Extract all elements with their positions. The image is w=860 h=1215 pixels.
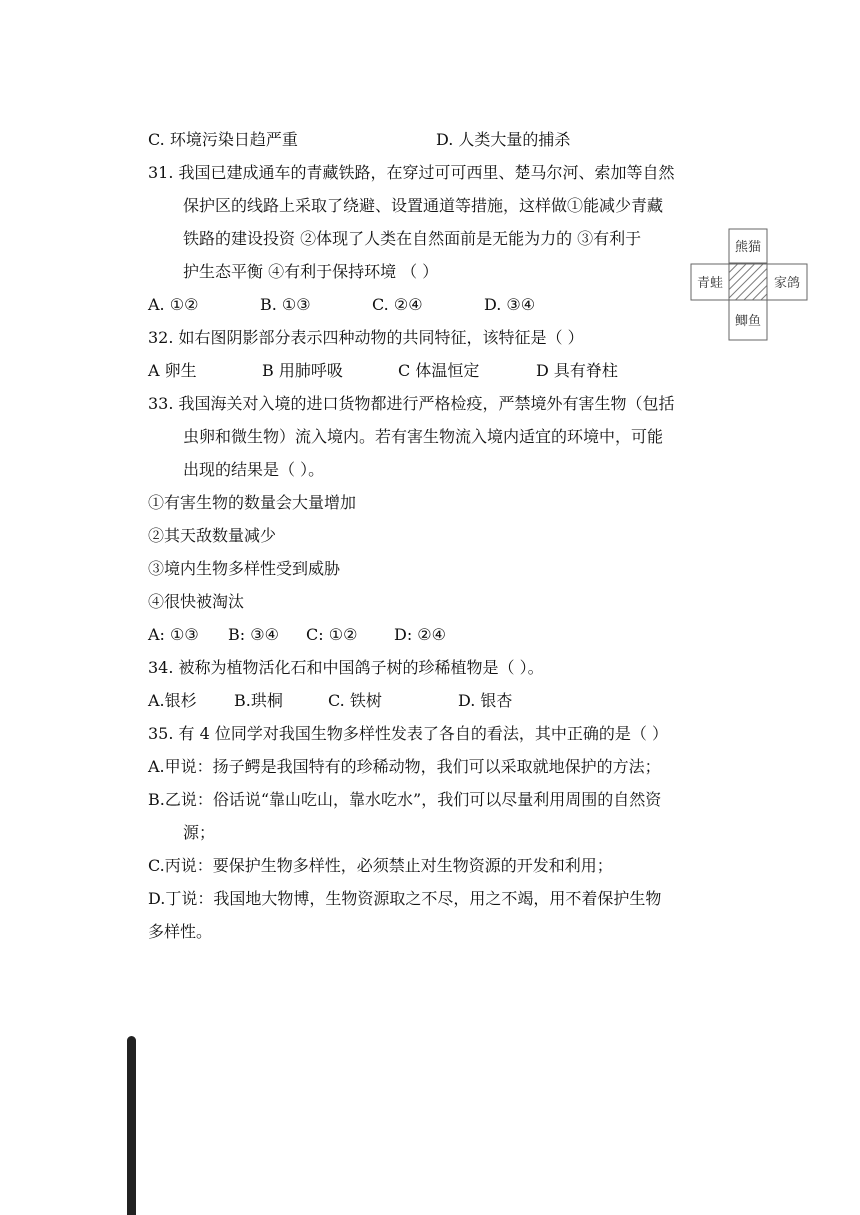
- q34-stem: 34. 被称为植物活化石和中国鸽子树的珍稀植物是（ ）。: [148, 658, 544, 677]
- q35-option-d-line2: 多样性。: [148, 922, 213, 941]
- q31-stem-line1: 31. 我国已建成通车的青藏铁路，在穿过可可西里、楚马尔河、索加等自然: [148, 163, 675, 182]
- q31-option-a: A. ①②: [148, 295, 199, 314]
- q35-option-b-line1: B.乙说：俗话说“靠山吃山，靠水吃水”，我们可以尽量利用周围的自然资: [148, 790, 662, 809]
- q33-option-d: D: ②④: [394, 625, 446, 644]
- q31-option-b: B. ①③: [260, 295, 311, 314]
- q31-option-c: C. ②④: [372, 295, 423, 314]
- q33-stem-line1: 33. 我国海关对入境的进口货物都进行严格检疫，严禁境外有害生物（包括: [148, 394, 675, 413]
- q35-option-c: C.丙说：要保护生物多样性，必须禁止对生物资源的开发和利用；: [148, 856, 613, 875]
- diagram-label-bottom: 鲫鱼: [734, 314, 762, 329]
- q35-option-d-line1: D.丁说：我国地大物博，生物资源取之不尽，用之不竭，用不着保护生物: [148, 889, 662, 908]
- q31-stem-line3: 铁路的建设投资 ②体现了人类在自然面前是无能为力的 ③有利于: [183, 229, 642, 248]
- q34-option-c: C. 铁树: [328, 691, 382, 710]
- q32-option-b: B 用肺呼吸: [262, 361, 343, 380]
- diagram-label-left: 青蛙: [696, 276, 724, 291]
- q33-option-a: A: ①③: [148, 625, 199, 644]
- q35-option-a: A.甲说：扬子鳄是我国特有的珍稀动物，我们可以采取就地保护的方法；: [148, 757, 661, 776]
- diagram-label-top: 熊猫: [734, 240, 762, 255]
- diagram-shaded-center: [729, 264, 767, 300]
- q33-item-4: ④很快被淘汰: [148, 592, 245, 611]
- q35-stem: 35. 有 4 位同学对我国生物多样性发表了各自的看法，其中正确的是（ ）: [148, 724, 668, 743]
- q30-option-c: C. 环境污染日趋严重: [148, 130, 298, 149]
- q33-stem-line3: 出现的结果是（ ）。: [183, 460, 325, 479]
- q32-option-d: D 具有脊柱: [536, 361, 618, 380]
- q32-option-a: A 卵生: [148, 361, 197, 380]
- q33-option-c: C: ①②: [306, 625, 358, 644]
- q34-option-d: D. 银杏: [458, 691, 513, 710]
- q34-option-b: B.珙桐: [234, 691, 283, 710]
- q35-option-b-line2: 源；: [183, 823, 216, 842]
- q31-stem-line2: 保护区的线路上采取了绕避、设置通道等措施，这样做①能减少青藏: [183, 196, 664, 215]
- q30-option-d: D. 人类大量的捕杀: [436, 130, 571, 149]
- q33-item-3: ③境内生物多样性受到威胁: [148, 559, 341, 578]
- vertical-scrollbar[interactable]: [127, 1036, 136, 1215]
- q32-stem: 32. 如右图阴影部分表示四种动物的共同特征，该特征是（ ）: [148, 328, 584, 347]
- q34-option-a: A.银杉: [148, 691, 197, 710]
- diagram-label-right: 家鸽: [773, 276, 801, 291]
- q32-option-c: C 体温恒定: [398, 361, 480, 380]
- q31-stem-line4: 护生态平衡 ④有利于保持环境 （ ）: [183, 262, 439, 281]
- q33-item-2: ②其天敌数量减少: [148, 526, 277, 545]
- animal-features-diagram: [690, 226, 808, 342]
- q31-option-d: D. ③④: [484, 295, 536, 314]
- q33-stem-line2: 虫卵和微生物）流入境内。若有害生物流入境内适宜的环境中，可能: [183, 427, 664, 446]
- q33-option-b: B: ③④: [228, 625, 279, 644]
- q33-item-1: ①有害生物的数量会大量增加: [148, 493, 357, 512]
